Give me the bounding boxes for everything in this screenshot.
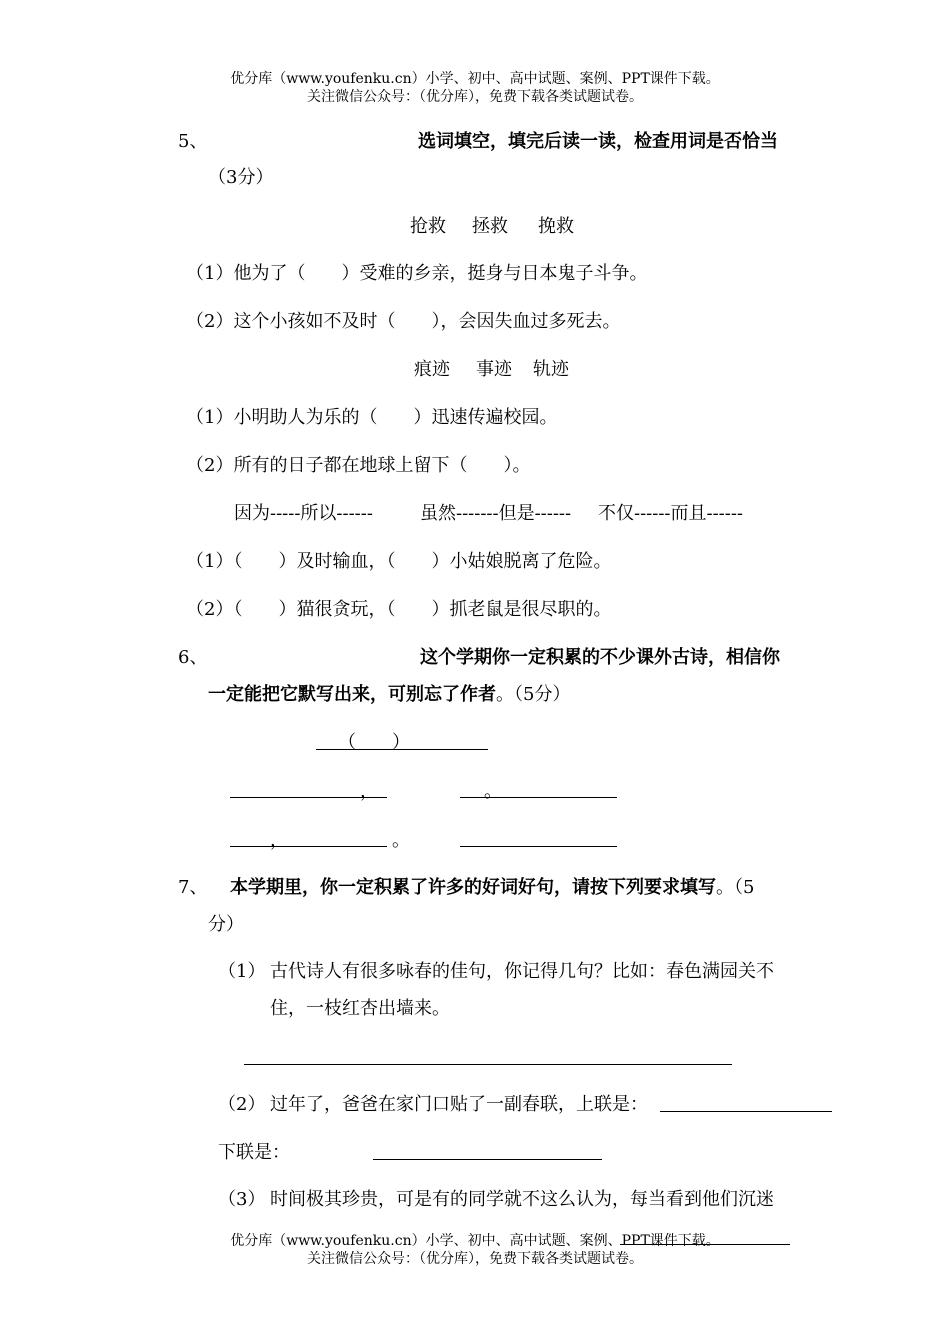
q5-item: （1）（ ）及时输血，（ ）小姑娘脱离了危险。 [186,551,612,572]
lower-couplet-blank[interactable] [373,1159,602,1160]
spring-poem-blank[interactable] [244,1064,732,1065]
q5-word-option: 拯救 [472,216,508,237]
q5-word-option: 事迹 [476,359,512,380]
q5-title: 选词填空，填完后读一读，检查用词是否恰当 [418,131,778,152]
q7-item2-number: （2） [218,1094,266,1115]
q5-conjunction-option: 不仅------而且------ [598,503,743,524]
q5-conjunction-option: 虽然-------但是------ [420,503,572,524]
poem-comma: ， [270,830,288,851]
footer-line-1: 优分库（www.youfenku.cn）小学、初中、高中试题、案例、PPT课件下载。 [230,1233,720,1249]
q7-score-b: 分） [208,914,244,935]
poem-period: 。 [484,781,502,802]
q6-title-line-1: 这个学期你一定积累的不少课外古诗，相信你 [420,647,780,668]
poem-line-blank[interactable] [460,846,617,847]
footer-line-2: 关注微信公众号：（优分库），免费下载各类试题试卷。 [307,1251,643,1267]
q7-item1-line-1: 古代诗人有很多咏春的佳句，你记得几句？比如：春色满园关不 [270,961,774,982]
q5-item: （1）小明助人为乐的（ ）迅速传遍校园。 [186,407,558,428]
poem-comma: ， [360,781,378,802]
q7-title-line [230,873,754,899]
footer-underline [620,1244,790,1245]
header-line-1: 优分库（www.youfenku.cn）小学、初中、高中试题、案例、PPT课件下载。 [230,71,720,87]
q6-number: 6、 [178,647,208,668]
q5-word-option: 抢救 [410,216,446,237]
q7-item1-line-2: 住，一枝红杏出墙来。 [270,998,450,1019]
q7-item2-text: 过年了，爸爸在家门口贴了一副春联，上联是： [270,1094,648,1115]
q5-word-option: 轨迹 [533,359,569,380]
q5-item: （2）这个小孩如不及时（ ），会因失血过多死去。 [186,311,621,332]
q7-title: 本学期里，你一定积累了许多的好词好句，请按下列要求填写 [230,877,716,898]
q5-item: （2）（ ）猫很贪玩，（ ）抓老鼠是很尽职的。 [186,599,612,620]
q6-title-bold: 一定能把它默写出来，可别忘了作者 [208,684,496,705]
q5-word-option: 痕迹 [414,359,450,380]
q7-number: 7、 [178,877,208,898]
q7-item1-number: （1） [218,961,266,982]
q7-item3-text: 时间极其珍贵，可是有的同学就不这么认为，每当看到他们沉迷 [270,1189,774,1210]
poem-author-parens: （ ） [338,732,410,753]
poem-line-blank[interactable] [230,846,387,847]
q6-score: 。（5分） [496,684,571,705]
q5-score: （3分） [208,167,274,188]
upper-couplet-blank[interactable] [660,1111,832,1112]
q7-item2-lower-label: 下联是： [218,1142,290,1163]
header-line-2: 关注微信公众号：（优分库），免费下载各类试题试卷。 [307,89,643,105]
q5-item: （2）所有的日子都在地球上留下（ ）。 [186,455,531,476]
q5-number: 5、 [178,131,208,152]
q6-title-line-2 [208,680,570,706]
q5-conjunction-option: 因为-----所以------ [234,503,373,524]
poem-period: 。 [392,830,410,851]
q5-item: （1）他为了（ ）受难的乡亲，挺身与日本鬼子斗争。 [186,263,648,284]
q7-item3-number: （3） [218,1189,266,1210]
q5-word-option: 挽救 [538,216,574,237]
q7-score-a: 。（5 [716,877,755,898]
